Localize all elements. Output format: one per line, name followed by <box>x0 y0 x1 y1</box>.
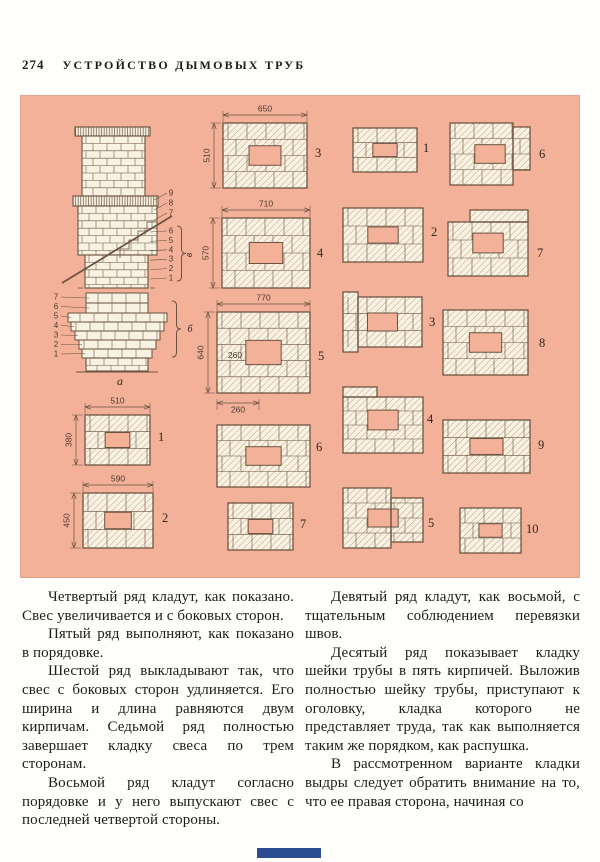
chimney-elevation <box>54 127 195 388</box>
paragraph: Четвертый ряд кладут, как показано. Свес увеличивается и с боковых сторон. <box>22 589 294 624</box>
svg-text:380: 380 <box>63 432 74 448</box>
svg-text:260: 260 <box>230 404 246 415</box>
bottom-blue-mark <box>257 848 321 858</box>
svg-text:3: 3 <box>53 330 59 340</box>
page-number: 274 <box>22 57 45 72</box>
plan-vydra-2 <box>343 208 437 262</box>
svg-text:2: 2 <box>162 511 169 525</box>
svg-text:3: 3 <box>315 146 322 160</box>
svg-text:570: 570 <box>200 245 211 261</box>
svg-text:8: 8 <box>539 336 546 350</box>
page-header <box>22 57 578 73</box>
paragraph: Пятый ряд выполняют, как показано в порядовке. <box>22 626 294 661</box>
svg-text:5: 5 <box>53 311 59 321</box>
plan-vydra-4 <box>343 387 434 453</box>
svg-text:4: 4 <box>168 245 174 255</box>
plan-raspushka-5 <box>196 293 325 415</box>
figure-block <box>20 95 580 578</box>
plan-raspushka-4 <box>201 199 325 289</box>
svg-text:4: 4 <box>427 412 434 426</box>
svg-text:9: 9 <box>538 438 545 452</box>
plan-vydra-5 <box>343 488 434 548</box>
svg-text:650: 650 <box>257 103 273 114</box>
svg-text:7: 7 <box>300 517 307 531</box>
svg-text:1: 1 <box>423 141 430 155</box>
svg-text:640: 640 <box>195 345 206 360</box>
svg-text:510: 510 <box>110 395 125 406</box>
plan-vydra-3 <box>343 292 435 352</box>
svg-text:450: 450 <box>61 513 72 528</box>
svg-text:710: 710 <box>258 198 274 209</box>
svg-text:3: 3 <box>429 315 436 329</box>
svg-text:5: 5 <box>168 235 174 245</box>
plan-vydra-8 <box>443 310 545 375</box>
svg-text:4: 4 <box>53 321 59 330</box>
text-column-left <box>22 588 294 830</box>
plan-raspushka-1 <box>64 396 165 466</box>
svg-text:6: 6 <box>539 147 546 161</box>
svg-text:2: 2 <box>168 264 174 274</box>
svg-text:510: 510 <box>201 148 212 163</box>
paragraph: В рассмотренном варианте кладки выдры следует обратить внимание на то, что ее правая сторона, начиная со <box>305 756 580 810</box>
text-column-right <box>305 588 580 830</box>
svg-text:10: 10 <box>526 522 539 536</box>
svg-text:6: 6 <box>316 440 323 454</box>
plan-raspushka-3 <box>202 104 322 189</box>
svg-text:4: 4 <box>317 246 324 260</box>
svg-text:7: 7 <box>53 292 59 302</box>
plan-vydra-10 <box>460 508 539 553</box>
paragraph: Восьмой ряд кладут согласно порядовке и у него выпускают свес с последней четвертой стороны. <box>22 774 294 829</box>
svg-text:а: а <box>117 374 123 388</box>
svg-text:6: 6 <box>168 226 174 236</box>
plan-raspushka-6 <box>217 425 322 487</box>
svg-text:260: 260 <box>227 350 243 360</box>
plan-raspushka-2 <box>62 474 169 549</box>
svg-text:8: 8 <box>168 198 174 208</box>
svg-text:б: б <box>187 324 193 335</box>
svg-text:9: 9 <box>168 188 174 198</box>
svg-text:1: 1 <box>158 430 165 444</box>
plan-vydra-7 <box>448 210 543 276</box>
paragraph: Десятый ряд показывает кладку шейки трубы в пять кирпичей. Выложив полностью шейку трубы, приступают к оголовку, кладка которого не представляет труда, так как выполняется таким же порядком, как распушка. <box>305 644 580 754</box>
body-text <box>22 588 580 830</box>
svg-text:3: 3 <box>168 254 174 264</box>
plan-vydra-1 <box>353 128 429 172</box>
svg-text:7: 7 <box>537 246 544 260</box>
running-title: УСТРОЙСТВО ДЫМОВЫХ ТРУБ <box>62 58 306 72</box>
svg-text:590: 590 <box>110 473 126 484</box>
paragraph: Девятый ряд кладут, как восьмой, с тщательным соблюдением перевязки швов. <box>305 589 580 643</box>
svg-text:1: 1 <box>168 273 174 283</box>
svg-text:6: 6 <box>53 302 59 311</box>
svg-text:2: 2 <box>431 225 438 239</box>
plan-vydra-6 <box>450 123 545 185</box>
figure-drawing <box>20 95 580 578</box>
plan-vydra-9 <box>443 420 544 473</box>
svg-text:в: в <box>184 252 195 258</box>
svg-text:7: 7 <box>168 208 174 218</box>
svg-text:1: 1 <box>53 349 59 359</box>
paragraph: Шестой ряд выкладывают так, что свес с боковых сторон удлиняется. Его ширина и длина равняются двум кирпичам. Седьмой ряд полностью завершает кладку свеса по трем сторонам. <box>22 663 294 773</box>
svg-text:770: 770 <box>256 292 271 303</box>
svg-text:5: 5 <box>318 349 325 363</box>
plan-raspushka-7 <box>228 503 306 550</box>
svg-text:5: 5 <box>428 516 435 530</box>
svg-text:2: 2 <box>53 340 59 349</box>
